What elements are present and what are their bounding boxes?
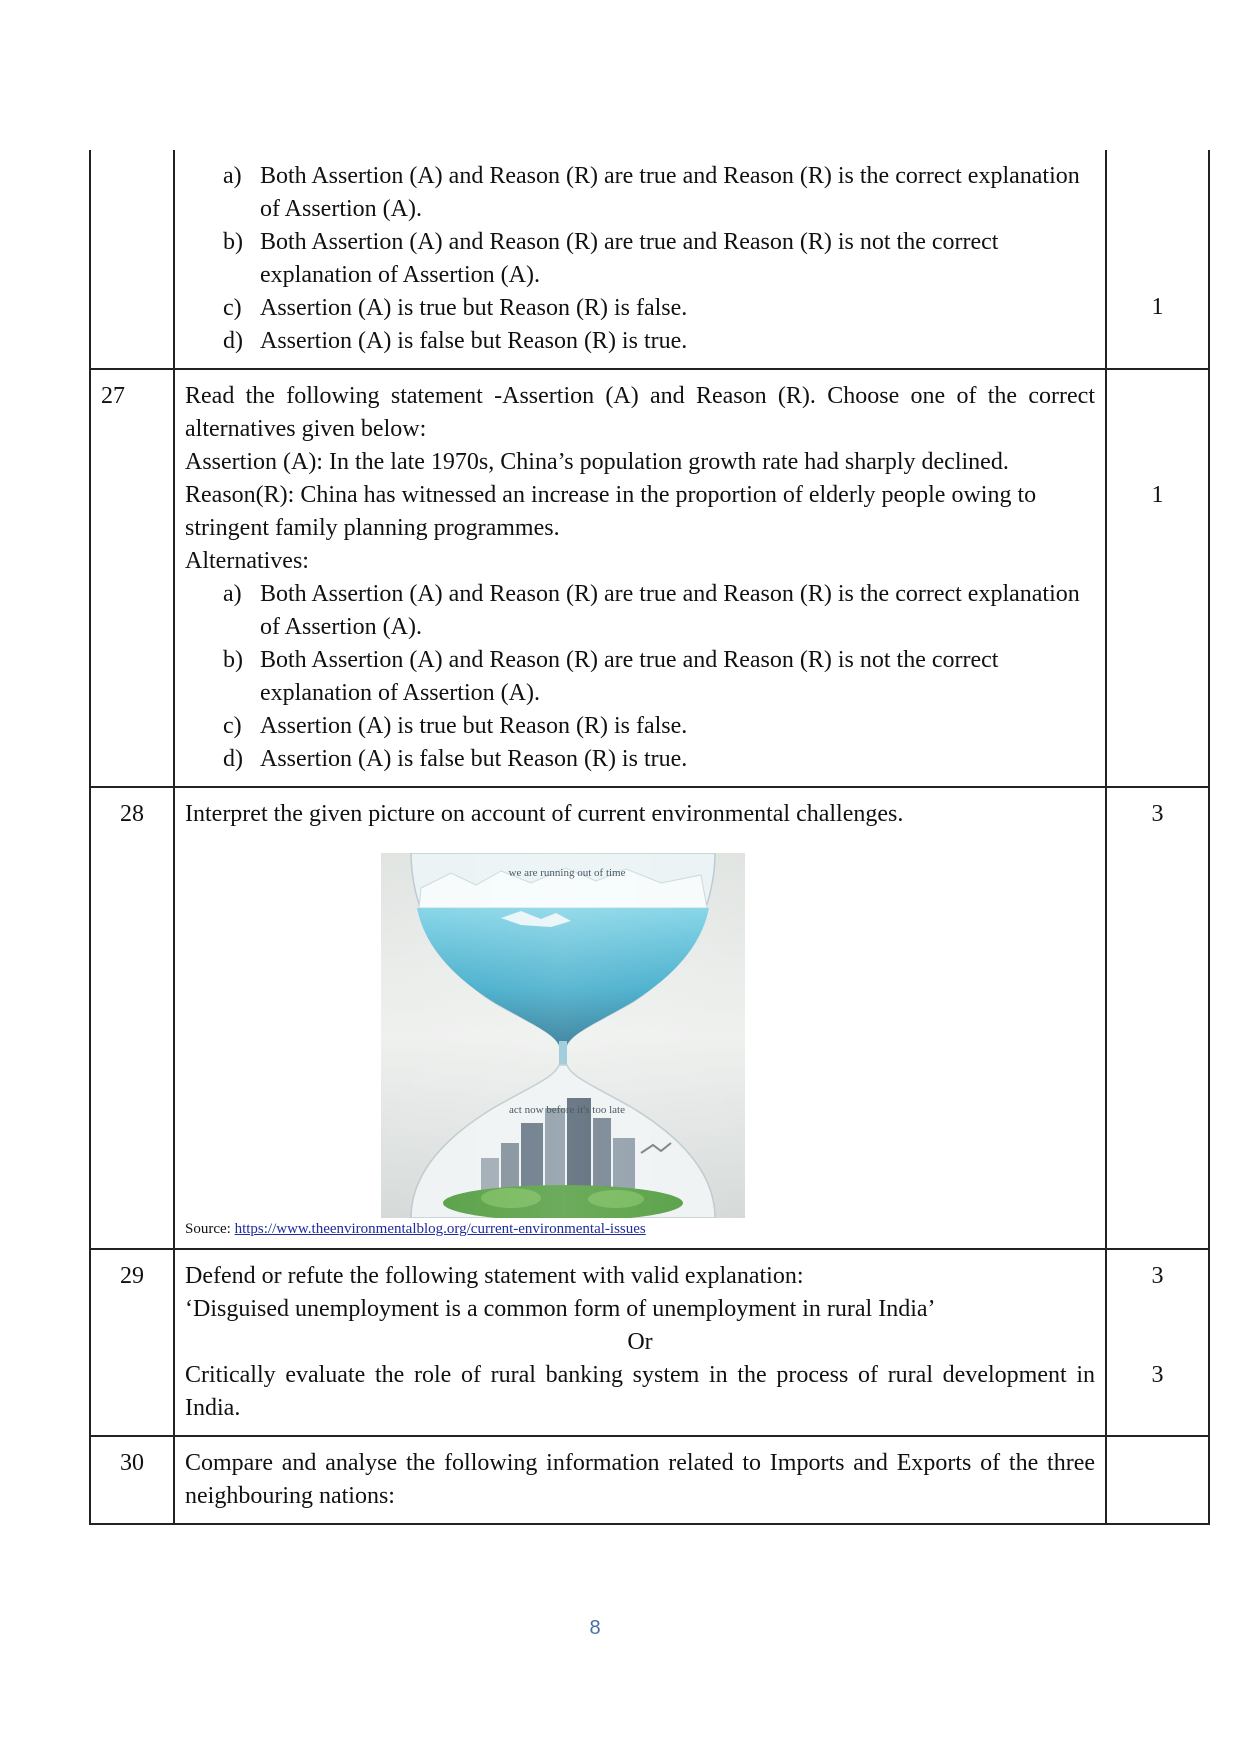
alternative-question: Critically evaluate the role of rural banking system in the process of rural development in India. (185, 1362, 1095, 1421)
hourglass-poster-image (381, 853, 745, 1218)
source-link[interactable]: https://www.theenvironmentalblog.org/current-environmental-issues (234, 1221, 646, 1237)
question-number: 30 (90, 1436, 174, 1524)
source-label: Source: (185, 1221, 235, 1237)
option-label: a) (223, 581, 242, 607)
question-text: Compare and analyse the following information related to Imports and Exports of the three neighbouring nations: (185, 1450, 1095, 1509)
option-b (223, 644, 1095, 710)
poster-bottom-caption: act now before it's too late (509, 1104, 625, 1116)
page-number: 8 (589, 1617, 601, 1639)
question-text-cell (174, 1436, 1106, 1524)
quoted-statement: ‘Disguised unemployment is a common form of unemployment in rural India’ (185, 1296, 936, 1322)
question-row-28 (90, 787, 1209, 1249)
or-separator: Or (627, 1329, 653, 1355)
options-list (185, 578, 1095, 776)
option-text: Both Assertion (A) and Reason (R) are true and Reason (R) is not the correct explanation of Assertion (A). (260, 647, 999, 706)
option-text: Assertion (A) is false but Reason (R) is true. (260, 328, 688, 354)
marks-cell: 1 (1106, 369, 1209, 787)
options-list (185, 160, 1095, 358)
option-label: a) (223, 163, 242, 189)
alternatives-heading: Alternatives: (185, 548, 309, 574)
option-label: d) (223, 746, 243, 772)
option-c (223, 710, 1095, 743)
question-text: Defend or refute the following statement with valid explanation: (185, 1263, 804, 1289)
option-label: c) (223, 295, 242, 321)
marks-cell (1106, 1249, 1209, 1436)
question-row-29 (90, 1249, 1209, 1436)
assertion-text: Assertion (A): In the late 1970s, China’s population growth rate had sharply declined. (185, 449, 1009, 475)
question-row-26-continued (90, 150, 1209, 369)
marks-cell: 3 (1106, 787, 1209, 1249)
option-text: Both Assertion (A) and Reason (R) are true and Reason (R) is the correct explanation of Assertion (A). (260, 163, 1080, 222)
option-d (223, 325, 1095, 358)
marks-cell: 1 (1106, 150, 1209, 369)
question-intro: Read the following statement -Assertion (A) and Reason (R). Choose one of the correct alternatives given below: (185, 383, 1095, 442)
option-d (223, 743, 1095, 776)
option-a (223, 578, 1095, 644)
marks-alternative: 3 (1151, 1362, 1164, 1388)
question-text-cell (174, 1249, 1106, 1436)
option-text: Assertion (A) is true but Reason (R) is false. (260, 295, 688, 321)
option-text: Assertion (A) is true but Reason (R) is false. (260, 713, 688, 739)
option-text: Both Assertion (A) and Reason (R) are true and Reason (R) is not the correct explanation of Assertion (A). (260, 229, 999, 288)
option-b (223, 226, 1095, 292)
marks-cell (1106, 1436, 1209, 1524)
question-table (89, 150, 1210, 1525)
question-number: 28 (90, 787, 174, 1249)
option-label: b) (223, 229, 243, 255)
question-text-cell (174, 150, 1106, 369)
option-text: Assertion (A) is false but Reason (R) is true. (260, 746, 688, 772)
question-number: 29 (90, 1249, 174, 1436)
option-label: d) (223, 328, 243, 354)
option-a (223, 160, 1095, 226)
question-row-27 (90, 369, 1209, 787)
option-c (223, 292, 1095, 325)
question-text-cell (174, 787, 1106, 1249)
marks-primary: 3 (1151, 1263, 1164, 1289)
question-number-cell (90, 150, 174, 369)
reason-text: Reason(R): China has witnessed an increase in the proportion of elderly people owing to stringent family planning programmes. (185, 482, 1037, 541)
option-text: Both Assertion (A) and Reason (R) are true and Reason (R) is the correct explanation of Assertion (A). (260, 581, 1080, 640)
image-source (185, 1220, 1095, 1238)
option-label: b) (223, 647, 243, 673)
option-label: c) (223, 713, 242, 739)
question-text-cell (174, 369, 1106, 787)
question-number: 27 (90, 369, 174, 787)
question-row-30 (90, 1436, 1209, 1524)
poster-top-caption: we are running out of time (508, 867, 626, 879)
question-text: Interpret the given picture on account of current environmental challenges. (185, 801, 904, 827)
